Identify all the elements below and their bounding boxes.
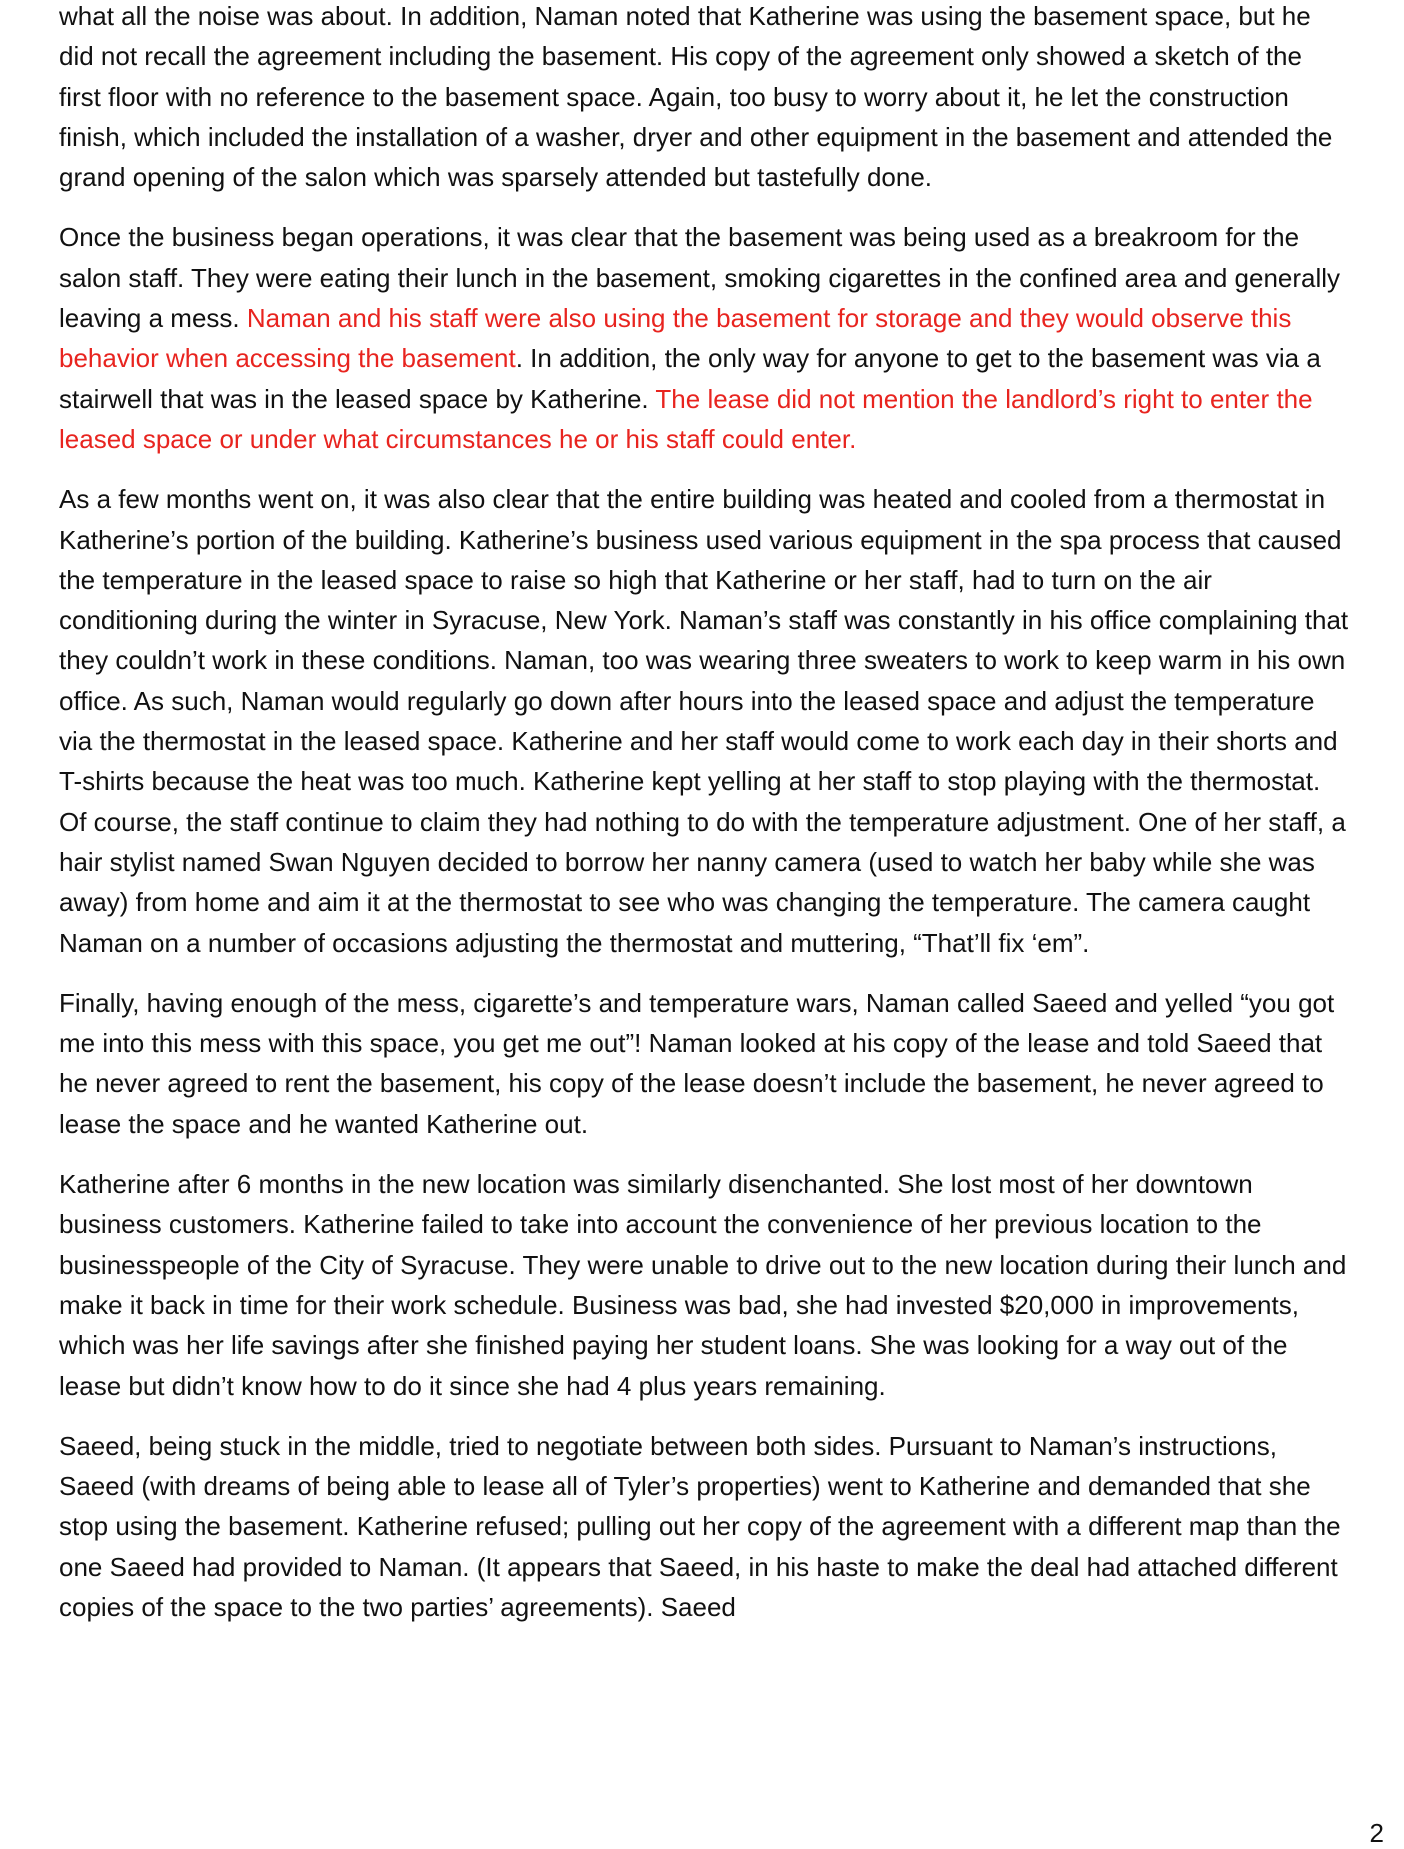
paragraph-5: [59, 1164, 1349, 1406]
paragraph-4: [59, 983, 1349, 1144]
paragraph-3: [59, 479, 1349, 963]
paragraph-1: [59, 0, 1349, 197]
paragraph-2-text-a: Once the business began operations, it was clear that the basement was being used as a breakroom for the salon staff. They were eating their lunch in the basement, smoking cigarettes in the confined area and generally leaving a mess.: [59, 222, 1341, 334]
page-number: 2: [1369, 1818, 1384, 1848]
paragraph-2-highlight-b: The lease did not mention the landlord’s right to enter the leased space or under what circumstances he or his staff could enter.: [59, 383, 1313, 454]
paragraph-4-text: Finally, having enough of the mess, cigarette’s and temperature wars, Naman called Saeed and yelled “you got me into this mess with this space, you get me out”! Naman looked at his copy of the lease and told Saeed that he never agreed to rent the basement, his copy of the lease doesn’t include the basement, he never agreed to lease the space and he wanted Katherine out.: [59, 987, 1335, 1139]
paragraph-3-text: As a few months went on, it was also clear that the entire building was heated and cooled from a thermostat in Katherine’s portion of the building. Katherine’s business used various equipment in the spa process that caused the temperature in the leased space to raise so high that Katherine or her staff, had to turn on the air conditioning during the winter in Syracuse, New York. Naman’s staff was constantly in his office complaining that they couldn’t work in these conditions. Naman, too was wearing three sweaters to work to keep warm in his own office. As such, Naman would regularly go down after hours into the leased space and adjust the temperature via the thermostat in the leased space. Katherine and her staff would come to work each day in their shorts and T-shirts because the heat was too much. Katherine kept yelling at her staff to stop playing with the thermostat. Of course, the staff continue to claim they had nothing to do with the temperature adjustment. One of her staff, a hair stylist named Swan Nguyen decided to borrow her nanny camera (used to watch her baby while she was away) from home and aim it at the thermostat to see who was changing the temperature. The camera caught Naman on a number of occasions adjusting the thermostat and muttering, “That’ll fix ‘em”.: [59, 484, 1349, 958]
paragraph-1-text: what all the noise was about. In addition, Naman noted that Katherine was using the basement space, but he did not recall the agreement including the basement. His copy of the agreement only showed a sketch of the first floor with no reference to the basement space. Again, too busy to worry about it, he let the construction finish, which included the installation of a washer, dryer and other equipment in the basement and attended the grand opening of the salon which was sparsely attended but tastefully done.: [59, 1, 1333, 193]
paragraph-2-highlight-a: Naman and his staff were also using the basement for storage and they would observe this behavior when accessing the basement: [59, 303, 1292, 374]
paragraph-6-text: Saeed, being stuck in the middle, tried to negotiate between both sides. Pursuant to Naman’s instructions, Saeed (with dreams of being able to lease all of Tyler’s properties) went to Katherine and demanded that she stop using the basement. Katherine refused; pulling out her copy of the agreement with a different map than the one Saeed had provided to Naman. (It appears that Saeed, in his haste to make the deal had attached different copies of the space to the two parties’ agreements). Saeed: [59, 1430, 1341, 1622]
paragraph-5-text: Katherine after 6 months in the new location was similarly disenchanted. She lost most of her downtown business customers. Katherine failed to take into account the convenience of her previous location to the businesspeople of the City of Syracuse. They were unable to drive out to the new location during their lunch and make it back in time for their work schedule. Business was bad, she had invested $20,000 in improvements, which was her life savings after she finished paying her student loans. She was looking for a way out of the lease but didn’t know how to do it since she had 4 plus years remaining.: [59, 1169, 1347, 1401]
paragraph-2-text-b: . In addition, the only way for anyone to get to the basement was via a stairwell that was in the leased space by Katherine.: [59, 343, 1321, 414]
paragraph-2: [59, 217, 1349, 459]
paragraph-6: [59, 1426, 1349, 1627]
document-page: [59, 0, 1349, 1647]
